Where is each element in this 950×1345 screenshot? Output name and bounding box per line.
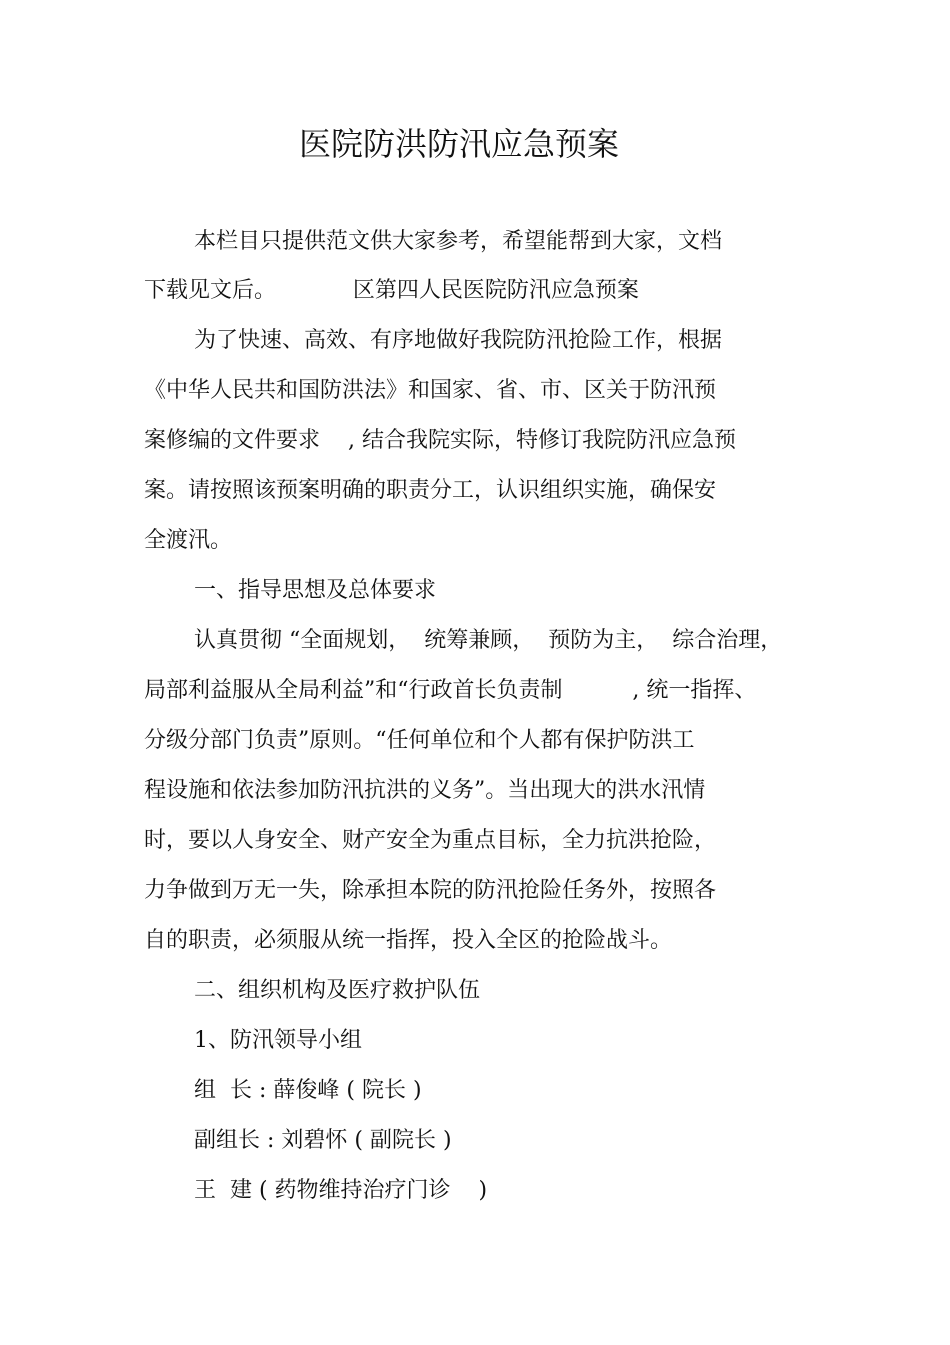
paragraph-line: 局部利益服从全局利益”和“行政首长负责制 , 统一指挥、 [144, 678, 757, 703]
document-title: 医院防洪防汛应急预案 [298, 125, 619, 163]
paragraph-line: 本栏目只提供范文供大家参考，希望能帮到大家，文档 [194, 229, 723, 254]
paragraph-line: 案修编的文件要求 , 结合我院实际，特修订我院防汛应急预 [144, 428, 736, 453]
section-heading: 一、指导思想及总体要求 [194, 578, 437, 603]
paragraph-line: 《中华人民共和国防洪法》和国家、省、市、区关于防汛预 [144, 378, 717, 403]
section-heading: 二、组织机构及医疗救护队伍 [194, 978, 481, 1003]
paragraph-line: 下载见文后。 区第四人民医院防汛应急预案 [144, 278, 639, 303]
member-line: 王 建 ( 药物维持治疗门诊 ) [194, 1178, 488, 1203]
paragraph-line: 全渡汛。 [144, 528, 233, 553]
member-line: 副组长 : 刘碧怀 ( 副院长 ) [194, 1128, 452, 1153]
member-line: 组 长 : 薛俊峰 ( 院长 ) [194, 1078, 422, 1103]
paragraph-line: 为了快速、高效、有序地做好我院防汛抢险工作，根据 [194, 328, 723, 353]
paragraph-line: 认真贯彻 “全面规划， 统筹兼顾， 预防为主， 综合治理， [194, 628, 783, 653]
subsection-heading: 1、防汛领导小组 [194, 1028, 362, 1053]
paragraph-line: 案。请按照该预案明确的职责分工，认识组织实施，确保安 [144, 478, 717, 503]
paragraph-line: 程设施和依法参加防汛抗洪的义务”。当出现大的洪水汛情 [144, 778, 706, 803]
paragraph-line: 分级分部门负责”原则。“任何单位和个人都有保护防洪工 [144, 728, 695, 753]
paragraph-line: 自的职责，必须服从统一指挥，投入全区的抢险战斗。 [144, 928, 673, 953]
paragraph-line: 时，要以人身安全、财产安全为重点目标，全力抗洪抢险， [144, 828, 717, 853]
paragraph-line: 力争做到万无一失，除承担本院的防汛抢险任务外，按照各 [144, 878, 717, 903]
